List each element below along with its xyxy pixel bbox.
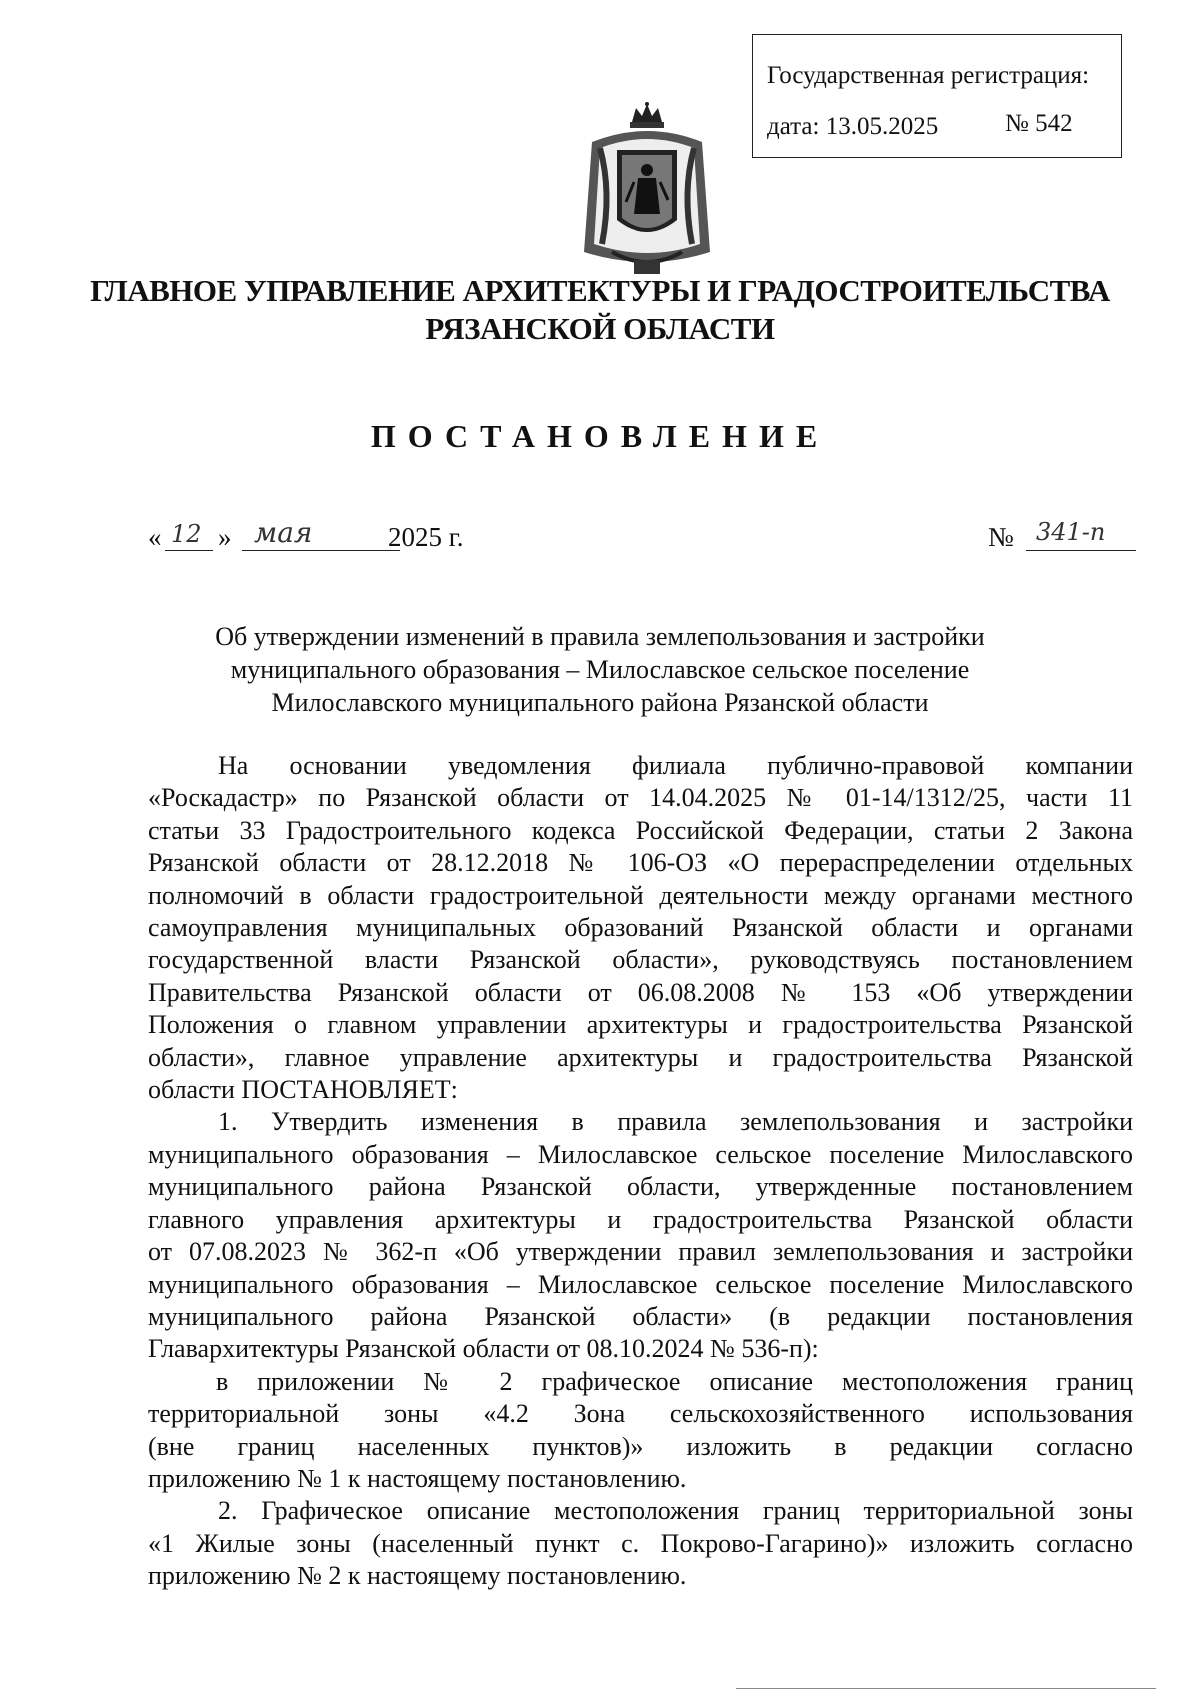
svg-text:мая: мая [254, 516, 313, 549]
body-line: самоуправления муниципальных образований Рязанской области и органами [148, 913, 1133, 943]
registration-date: дата: 13.05.2025 [767, 113, 939, 140]
body-line: полномочий в области градостроительной деятельности между органами местного [148, 880, 1133, 910]
handwritten-month [242, 512, 400, 551]
handwritten-number [1026, 510, 1136, 551]
body-line: муниципального образования – Милославское сельское поселение Милославского [148, 1139, 1133, 1169]
body-line: в приложении № 2 графическое описание местоположения границ [216, 1366, 1133, 1396]
date-year: 2025 г. [388, 522, 464, 552]
body-line: области ПОСТАНОВЛЯЕТ: [148, 1075, 458, 1105]
body-line: статьи 33 Градостроительного кодекса Российской Федерации, статьи 2 Закона [148, 815, 1133, 845]
body-line: приложению № 2 к настоящему постановлению. [148, 1561, 687, 1591]
body-line: На основании уведомления филиала публично-правовой компании [218, 751, 1133, 780]
body-line: Положения о главном управлении архитектуры и градостроительства Рязанской [148, 1010, 1133, 1040]
body-line: приложению № 1 к настоящему постановлению. [148, 1463, 687, 1493]
date-number-line [148, 518, 1136, 564]
date-open-quote: « [148, 522, 162, 552]
body-line: Главархитектуры Рязанской области от 08.10.2024 № 536-п): [148, 1334, 819, 1364]
handwritten-day [165, 514, 213, 551]
document-type-heading: ПОСТАНОВЛЕНИЕ [370, 418, 830, 454]
body-line: главного управления архитектуры и градостроительства Рязанской области [148, 1204, 1133, 1234]
subject-line-2: муниципального образования – Милославское сельское поселение [230, 655, 970, 684]
organization-line-1: ГЛАВНОЕ УПРАВЛЕНИЕ АРХИТЕКТУРЫ И ГРАДОСТРОИТЕЛЬСТВА [90, 273, 1110, 308]
registration-number: № 542 [1005, 110, 1073, 137]
subject-line-1: Об утверждении изменений в правила землепользования и застройки [215, 622, 985, 651]
document-subject [0, 620, 1200, 719]
body-line: (вне границ населенных пунктов)» изложить в редакции согласно [148, 1431, 1133, 1461]
body-line: Правительства Рязанской области от 06.08.2008 № 153 «Об утверждении [148, 977, 1133, 1007]
body-line: Рязанской области от 28.12.2018 № 106-ОЗ «О перераспределении отдельных [148, 848, 1133, 878]
body-line: муниципального района Рязанской области» (в редакции постановления [148, 1301, 1133, 1331]
coat-of-arms-icon [572, 102, 722, 280]
body-line: 1. Утвердить изменения в правила землепользования и застройки [218, 1107, 1133, 1137]
body-line: области», главное управление архитектуры и градостроительства Рязанской [148, 1042, 1133, 1072]
body-line: «Роскадастр» по Рязанской области от 14.04.2025 № 01-14/1312/25, части 11 [148, 783, 1133, 813]
body-line: муниципального района Рязанской области, утвержденные постановлением [148, 1172, 1133, 1202]
body-line: от 07.08.2023 № 362-п «Об утверждении правил землепользования и застройки [148, 1237, 1133, 1267]
body-line: территориальной зоны «4.2 Зона сельскохозяйственного использования [148, 1399, 1133, 1429]
organization-line-2: РЯЗАНСКОЙ ОБЛАСТИ [425, 311, 775, 346]
registration-title: Государственная регистрация: [767, 62, 1090, 89]
body-line: «1 Жилые зоны (населенный пункт с. Покрово-Гагарино)» изложить согласно [148, 1528, 1133, 1558]
footer-divider [736, 1688, 1156, 1689]
subject-line-3: Милославского муниципального района Рязанской области [271, 688, 929, 717]
svg-text:341-п: 341-п [1036, 518, 1106, 546]
document-body [148, 750, 1133, 1593]
body-line: 2. Графическое описание местоположения границ территориальной зоны [218, 1496, 1133, 1526]
date-close-quote: » [218, 522, 232, 552]
body-line: муниципального образования – Милославское сельское поселение Милославского [148, 1269, 1133, 1299]
registration-stamp [752, 34, 1122, 158]
body-line: государственной власти Рязанской области», руководствуясь постановлением [148, 945, 1133, 975]
svg-text:12: 12 [171, 520, 202, 548]
organization-name [0, 272, 1200, 348]
number-label: № [988, 522, 1014, 552]
